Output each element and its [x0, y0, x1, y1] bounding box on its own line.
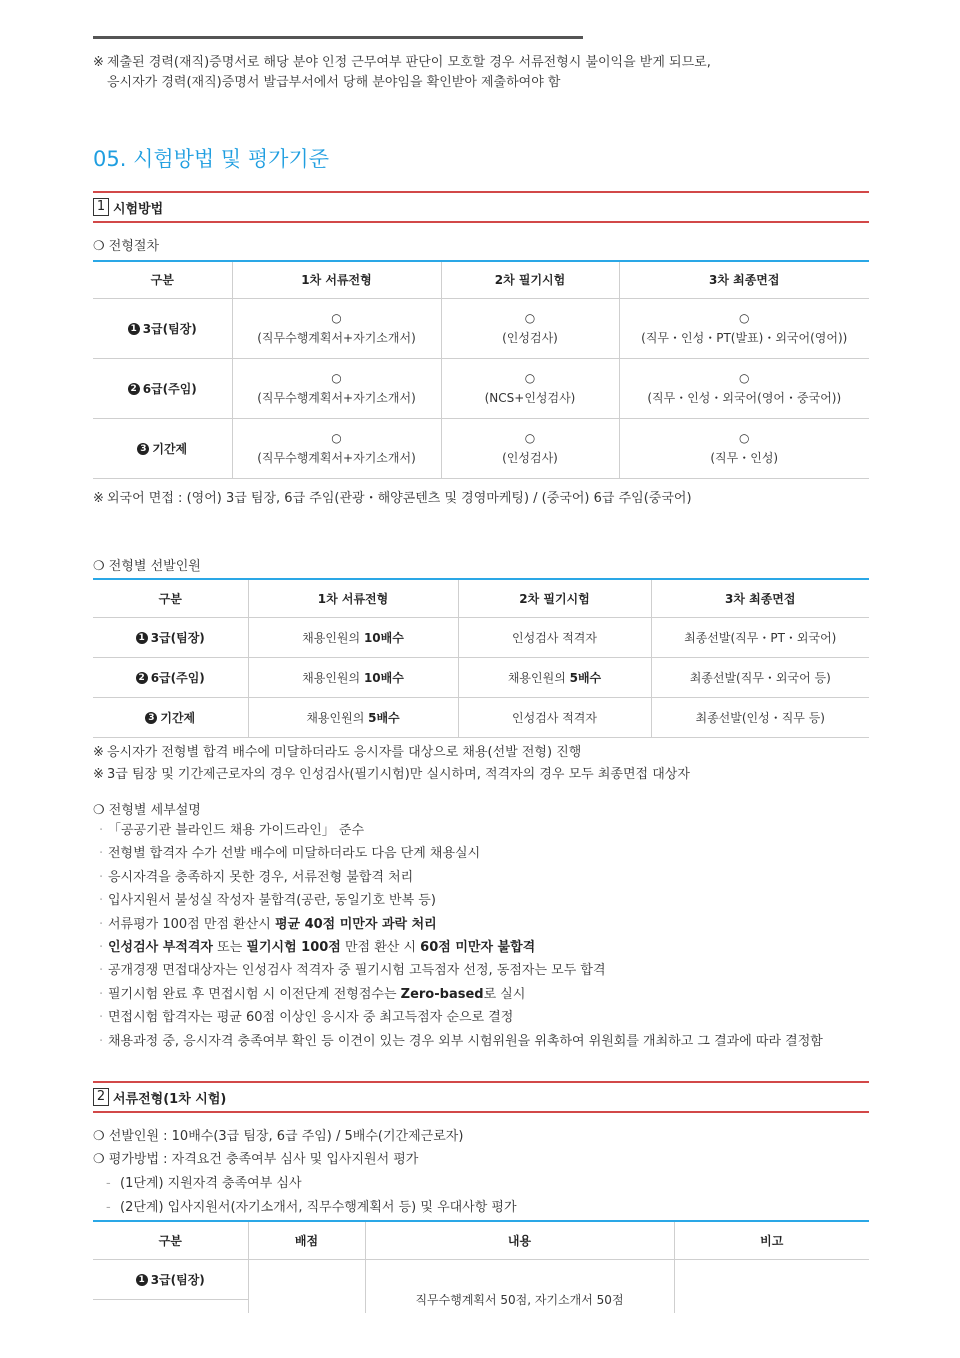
cell-text: (인성검사)	[502, 331, 558, 345]
row-label	[93, 298, 232, 358]
table-cell	[232, 298, 441, 358]
item-text: 필기시험 완료 후 면접시험 시 이전단계 전형점수는	[108, 986, 401, 1002]
item-text: 채용과정 중, 응시자격 충족여부 확인 등 이견이 있는 경우 외부 시험위원을 위촉하여 위원회를 개최하고 그 결과에 따라 결정함	[108, 1033, 823, 1049]
number-badge: 3	[145, 712, 157, 724]
table-row	[93, 617, 869, 657]
circle-mark: ○	[739, 311, 750, 325]
cell-bold-text: 10배수	[363, 630, 404, 645]
col-header: 3차 최종면접	[651, 579, 869, 617]
table-cell	[441, 418, 619, 478]
cell-text: (직무・인성・외국어(영어・중국어))	[647, 391, 842, 405]
list-item: · 응시자격을 충족하지 못한 경우, 서류전형 불합격 처리	[99, 869, 414, 885]
detail-list	[99, 819, 823, 1053]
number-badge: 2	[136, 672, 148, 684]
detail-label: ❍ 전형별 세부설명	[93, 803, 201, 818]
table-row	[93, 418, 869, 478]
grade-text: 3급(팀장)	[150, 630, 205, 645]
row-label	[93, 697, 248, 737]
row-label	[93, 418, 232, 478]
table-cell	[232, 358, 441, 418]
item-text: 입사지원서 불성실 작성자 불합격(공란, 동일기호 반복 등)	[108, 893, 436, 909]
cell-text: (직무・인성)	[710, 451, 779, 465]
row-label	[93, 358, 232, 418]
line-text: (2단계) 입사지원서(자기소개서, 직무수행계획서 등) 및 우대사항 평가	[120, 1200, 517, 1215]
note-text: 외국어 면접 : (영어) 3급 팀장, 6급 주임(관광・해양콘텐츠 및 경영마케팅) / (중국어) 6급 주임(중국어)	[107, 491, 692, 506]
table-cell	[232, 418, 441, 478]
note-text: 응시자가 전형별 합격 배수에 미달하더라도 응시자를 대상으로 채용(선발 전형) 진행	[107, 745, 582, 760]
cell-bold-text: 10배수	[363, 670, 404, 685]
cell-text: (인성검사)	[502, 451, 558, 465]
grade-text: 3급(팀장)	[142, 321, 197, 336]
circle-mark: ○	[739, 431, 750, 445]
col-header: 비고	[674, 1221, 869, 1259]
table-cell: 최종선발(인성・직무 등)	[651, 697, 869, 737]
list-item: · 서류평가 100점 만점 환산시 평균 40점 미만자 과락 처리	[99, 916, 437, 932]
dash-mark: -	[106, 1176, 111, 1191]
list-item: · 공개경쟁 면접대상자는 인성검사 적격자 중 필기시험 고득점자 선정, 동점자는 모두 합격	[99, 963, 606, 979]
circle-mark: ○	[524, 431, 536, 445]
table-cell	[619, 418, 869, 478]
cell-text: (직무수행계획서+자기소개서)	[257, 331, 416, 345]
subsection-header-2	[93, 1081, 869, 1113]
item-text: 응시자격을 충족하지 못한 경우, 서류전형 불합격 처리	[108, 869, 414, 885]
selection-note-2	[93, 765, 690, 785]
doc-line-4	[106, 1196, 517, 1215]
item-text: 서류평가 100점 만점 환산시	[108, 916, 275, 932]
col-header: 2차 필기시험	[441, 261, 619, 298]
note-text: 3급 팀장 및 기간제근로자의 경우 인성검사(필기시험)만 실시하며, 적격자의 경우 모두 최종면접 대상자	[107, 767, 690, 782]
note-mark: ※	[93, 55, 104, 70]
cell-text: 인성검사 적격자	[512, 710, 597, 725]
col-header: 구분	[93, 1221, 248, 1259]
item-bold-text: 60점 미만자 불합격	[420, 939, 536, 955]
item-bold-text: 필기시험 100점	[246, 939, 341, 955]
doc-table-clip	[93, 1220, 869, 1313]
col-header: 구분	[93, 579, 248, 617]
row-label	[93, 657, 248, 697]
table-cell	[441, 298, 619, 358]
subsection-title: 시험방법	[113, 201, 164, 217]
list-item: · 채용과정 중, 응시자격 충족여부 확인 등 이견이 있는 경우 외부 시험위원을 위촉하여 위원회를 개최하고 그 결과에 따라 결정함	[99, 1033, 823, 1049]
cell-text: (NCS+인성검사)	[484, 391, 576, 405]
list-item: · 전형별 합격자 수가 선발 배수에 미달하더라도 다음 단계 채용실시	[99, 846, 481, 862]
row-label	[93, 617, 248, 657]
top-note-1	[93, 53, 711, 73]
item-text: 공개경쟁 면접대상자는 인성검사 적격자 중 필기시험 고득점자 선정, 동점자는 모두 합격	[108, 963, 606, 979]
table-cell	[619, 298, 869, 358]
item-text: 면접시험 합격자는 평균 60점 이상인 응시자 중 최고득점자 순으로 결정	[108, 1010, 514, 1026]
list-item: · 필기시험 완료 후 면접시험 시 이전단계 전형점수는 Zero-based로 실시	[99, 986, 526, 1002]
list-item: · 「공공기관 블라인드 채용 가이드라인」 준수	[99, 823, 365, 838]
number-badge: 1	[136, 632, 148, 644]
cell-text: (직무・인성・PT(발표)・외국어(영어))	[641, 331, 848, 345]
cell-text: 인성검사 적격자	[512, 630, 597, 645]
table-cell: 직무수행계획서 50점, 자기소개서 50점	[365, 1259, 674, 1313]
circle-mark: ○	[331, 311, 342, 325]
col-header: 1차 서류전형	[248, 579, 458, 617]
number-badge: 1	[128, 323, 140, 335]
table-cell	[458, 657, 651, 697]
number-badge: 3	[137, 443, 149, 455]
subsection-header-1	[93, 191, 869, 223]
grade-text: 기간제	[152, 441, 188, 456]
item-text: 또는	[213, 939, 247, 955]
col-header: 1차 서류전형	[232, 261, 441, 298]
selection-label: ❍ 전형별 선발인원	[93, 559, 201, 574]
cell-bold-text: 5배수	[569, 670, 602, 685]
item-bold-text: Zero-based	[400, 986, 484, 1002]
list-item: · 인성검사 부적격자 또는 필기시험 100점 만점 환산 시 60점 미만자 불합격	[99, 939, 536, 955]
doc-line-2: ❍ 평가방법 : 자격요건 충족여부 심사 및 입사지원서 평가	[93, 1152, 419, 1167]
top-note-2: 응시자가 경력(재직)증명서 발급부서에서 당해 분야임을 확인받아 제출하여야 함	[107, 75, 561, 90]
table-cell	[619, 358, 869, 418]
number-badge: 2	[128, 383, 140, 395]
note-mark: ※	[93, 745, 104, 760]
table-row	[93, 358, 869, 418]
line-text: (1단계) 지원자격 충족여부 심사	[120, 1176, 302, 1191]
table-row	[93, 657, 869, 697]
item-text: 전형별 합격자 수가 선발 배수에 미달하더라도 다음 단계 채용실시	[108, 846, 481, 862]
table-cell	[248, 697, 458, 737]
grade-text: 6급(주임)	[142, 381, 197, 396]
list-item: · 면접시험 합격자는 평균 60점 이상인 응시자 중 최고득점자 순으로 결정	[99, 1010, 514, 1026]
table-cell: 최종선발(직무・PT・외국어)	[651, 617, 869, 657]
cut-off-line	[93, 27, 869, 39]
cut-off-text-fragment	[93, 36, 583, 39]
cell-text: 채용인원의	[306, 710, 369, 725]
list-item: · 입사지원서 불성실 작성자 불합격(공란, 동일기호 반복 등)	[99, 893, 436, 909]
table-cell	[458, 697, 651, 737]
table-cell	[248, 1259, 365, 1313]
note-mark: ※	[93, 767, 104, 782]
table-row	[93, 298, 869, 358]
cell-text: 채용인원의	[302, 630, 364, 645]
number-badge: 1	[136, 1274, 148, 1286]
procedure-note	[93, 489, 692, 509]
col-header: 3차 최종면접	[619, 261, 869, 298]
cell-text: (직무수행계획서+자기소개서)	[257, 391, 416, 405]
circle-mark: ○	[331, 371, 342, 385]
table-cell: 최종선발(직무・외국어 등)	[651, 657, 869, 697]
procedure-table	[93, 260, 869, 479]
selection-note-1	[93, 743, 581, 763]
subsection-title: 서류전형(1차 시험)	[113, 1091, 227, 1107]
procedure-label: ❍ 전형절차	[93, 239, 160, 254]
grade-text: 3급(팀장)	[150, 1272, 205, 1287]
col-header: 배점	[248, 1221, 365, 1259]
note-text: 제출된 경력(재직)증명서로 해당 분야 인정 근무여부 판단이 모호할 경우 서류전형시 불이익을 받게 되므로,	[107, 55, 711, 70]
col-header: 2차 필기시험	[458, 579, 651, 617]
note-mark: ※	[93, 491, 104, 506]
dash-mark: -	[106, 1200, 111, 1215]
cell-text: 채용인원의	[302, 670, 364, 685]
cell-text: 채용인원의	[507, 670, 570, 685]
selection-table	[93, 578, 869, 738]
table-cell	[248, 657, 458, 697]
item-text: 로 실시	[483, 986, 526, 1002]
circle-mark: ○	[739, 371, 750, 385]
row-label	[93, 1259, 248, 1299]
table-cell	[93, 1299, 248, 1313]
doc-line-3	[106, 1172, 302, 1191]
col-header: 구분	[93, 261, 232, 298]
subsection-number: 1	[93, 198, 109, 216]
table-row	[93, 1259, 869, 1299]
circle-mark: ○	[524, 371, 536, 385]
grade-text: 6급(주임)	[150, 670, 205, 685]
col-header: 내용	[365, 1221, 674, 1259]
cell-text: (직무수행계획서+자기소개서)	[257, 451, 416, 465]
table-cell	[674, 1259, 869, 1313]
subsection-number: 2	[93, 1088, 109, 1106]
item-text: 만점 환산 시	[340, 939, 421, 955]
circle-mark: ○	[524, 311, 536, 325]
doc-line-1: ❍ 선발인원 : 10배수(3급 팀장, 6급 주임) / 5배수(기간제근로자)	[93, 1129, 464, 1144]
table-cell	[248, 617, 458, 657]
doc-table	[93, 1220, 869, 1313]
cell-bold-text: 5배수	[368, 710, 400, 725]
grade-text: 기간제	[160, 710, 196, 725]
table-cell	[441, 358, 619, 418]
table-cell	[458, 617, 651, 657]
item-bold-text: 인성검사 부적격자	[108, 939, 213, 955]
section-title: 05. 시험방법 및 평가기준	[93, 147, 329, 171]
item-bold-text: 평균 40점 미만자 과락 처리	[274, 916, 437, 932]
item-text: 「공공기관 블라인드 채용 가이드라인」 준수	[108, 823, 365, 838]
table-row	[93, 697, 869, 737]
circle-mark: ○	[331, 431, 342, 445]
